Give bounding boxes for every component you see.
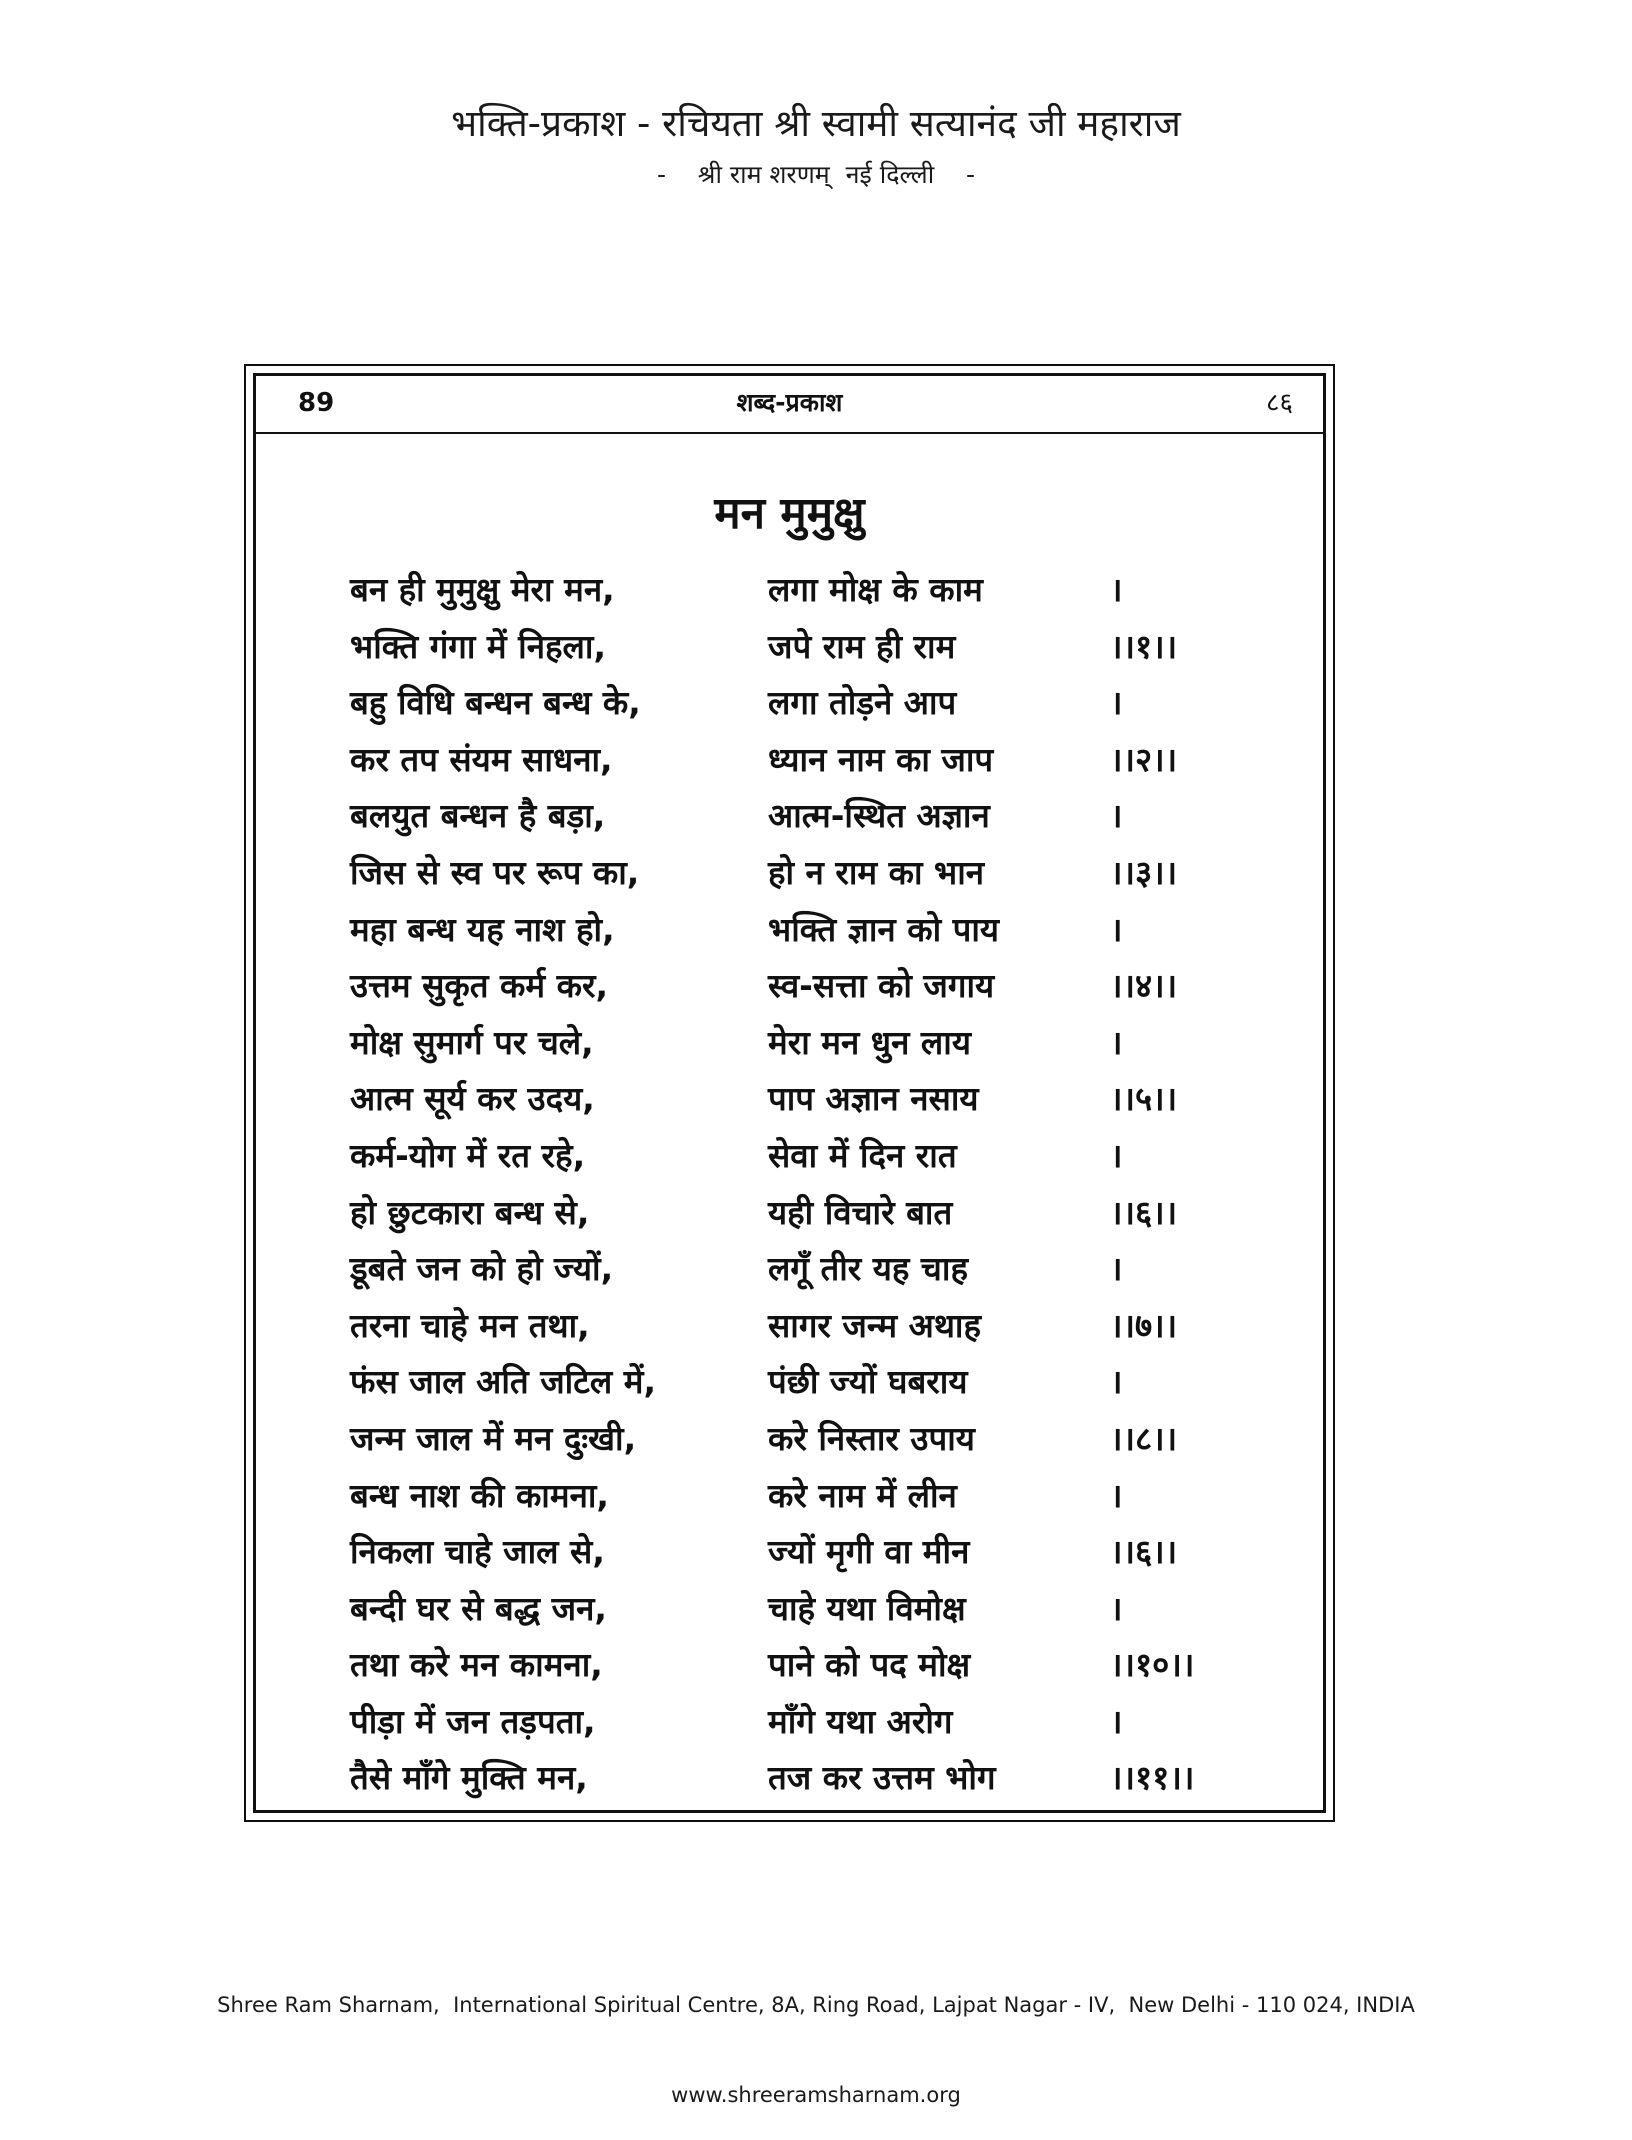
verse-first-half: बन ही मुमुक्षु मेरा मन, bbox=[350, 570, 615, 609]
verse-line bbox=[350, 1411, 1250, 1468]
verse-first-half: बन्ध नाश की कामना, bbox=[350, 1475, 609, 1515]
verse-end-mark: ।।७।। bbox=[1110, 1305, 1178, 1345]
document-subtitle: - श्री राम शरणम् नई दिल्ली - bbox=[656, 160, 976, 189]
verse-second-half: सेवा में दिन रात bbox=[768, 1135, 957, 1175]
verse-second-half: तज कर उत्तम भोग bbox=[768, 1758, 996, 1798]
verse-end-mark: । bbox=[1110, 1249, 1123, 1289]
verse-line bbox=[350, 1750, 1250, 1807]
running-head bbox=[256, 376, 1323, 434]
verse-line bbox=[350, 1128, 1250, 1185]
verse-line bbox=[350, 1015, 1250, 1072]
verse-end-mark: । bbox=[1110, 1135, 1123, 1175]
book-page-frame bbox=[244, 364, 1335, 1822]
page-footer bbox=[0, 1930, 1632, 2140]
verse-line bbox=[350, 1581, 1250, 1638]
verse-second-half: पाप अज्ञान नसाय bbox=[768, 1079, 979, 1119]
verse-first-half: जिस से स्व पर रूप का, bbox=[350, 852, 640, 892]
verse-end-mark: । bbox=[1110, 909, 1123, 949]
verse-end-mark: । bbox=[1110, 1362, 1123, 1402]
verse-line bbox=[350, 675, 1250, 732]
verse-first-half: बहु विधि बन्धन बन्ध के, bbox=[350, 683, 641, 723]
page-number-right: ८६ bbox=[1265, 388, 1293, 418]
verse-second-half: आत्म-स्थित अज्ञान bbox=[768, 796, 990, 836]
verse-line bbox=[350, 1241, 1250, 1298]
verse-line bbox=[350, 1694, 1250, 1751]
verse-end-mark: । bbox=[1110, 1475, 1123, 1515]
verse-end-mark: । bbox=[1110, 796, 1123, 836]
verse-end-mark: ।।६।। bbox=[1110, 1532, 1178, 1572]
verse-first-half: भक्ति गंगा में निहला, bbox=[350, 626, 606, 666]
verse-first-half: उत्तम सुकृत कर्म कर, bbox=[350, 966, 609, 1006]
verse-end-mark: ।।११।। bbox=[1110, 1758, 1195, 1798]
verse-second-half: लगा तोड़ने आप bbox=[768, 683, 957, 723]
verse-line bbox=[350, 1298, 1250, 1355]
verse-second-half: भक्ति ज्ञान को पाय bbox=[768, 909, 1000, 949]
verse-first-half: जन्म जाल में मन दुःखी, bbox=[350, 1418, 637, 1458]
document-header bbox=[0, 100, 1632, 192]
verse-line bbox=[350, 1185, 1250, 1242]
verse-second-half: जपे राम ही राम bbox=[768, 626, 956, 666]
verse-end-mark: ।।५।। bbox=[1110, 1079, 1178, 1119]
verse-first-half: तथा करे मन कामना, bbox=[350, 1645, 603, 1685]
poem-title: मन मुमुक्षु bbox=[714, 488, 865, 539]
verse-line bbox=[350, 732, 1250, 789]
document-title: भक्ति-प्रकाश - रचियता श्री स्वामी सत्यानंद जी महाराज bbox=[451, 102, 1181, 145]
verse-first-half: मोक्ष सुमार्ग पर चले, bbox=[350, 1022, 594, 1062]
verse-second-half: सागर जन्म अथाह bbox=[768, 1305, 981, 1345]
verse-line bbox=[350, 562, 1250, 619]
verse-second-half: हो न राम का भान bbox=[768, 852, 985, 892]
verse-first-half: निकला चाहे जाल से, bbox=[350, 1532, 605, 1572]
verse-line bbox=[350, 902, 1250, 959]
verse-end-mark: । bbox=[1110, 683, 1123, 723]
verse-first-half: आत्म सूर्य कर उदय, bbox=[350, 1079, 595, 1119]
verse-end-mark: ।।१०।। bbox=[1110, 1645, 1195, 1685]
verse-second-half: ध्यान नाम का जाप bbox=[768, 739, 994, 779]
verse-second-half: चाहे यथा विमोक्ष bbox=[768, 1588, 966, 1628]
footer-address: Shree Ram Sharnam, International Spiritual Centre, 8A, Ring Road, Lajpat Nagar - IV, New Delhi - 110 024, INDIA bbox=[217, 1993, 1415, 2017]
verse-end-mark: । bbox=[1110, 1701, 1123, 1741]
verse-first-half: कर तप संयम साधना, bbox=[350, 739, 613, 779]
verse-second-half: करे नाम में लीन bbox=[768, 1475, 957, 1515]
verse-end-mark: । bbox=[1110, 1022, 1123, 1062]
verse-first-half: हो छुटकारा बन्ध से, bbox=[350, 1192, 590, 1232]
verse-second-half: पाने को पद मोक्ष bbox=[768, 1645, 971, 1685]
verse-line bbox=[350, 1071, 1250, 1128]
verse-line bbox=[350, 788, 1250, 845]
verse-end-mark: । bbox=[1110, 570, 1123, 609]
verse-line bbox=[350, 1637, 1250, 1694]
verse-second-half: यही विचारे बात bbox=[768, 1192, 953, 1232]
verse-line bbox=[350, 1354, 1250, 1411]
verse-line bbox=[350, 1524, 1250, 1581]
verse-line bbox=[350, 1468, 1250, 1525]
verse-first-half: कर्म-योग में रत रहे, bbox=[350, 1135, 586, 1175]
verse-first-half: तरना चाहे मन तथा, bbox=[350, 1305, 590, 1345]
verse-end-mark: ।।६।। bbox=[1110, 1192, 1178, 1232]
verse-second-half: स्व-सत्ता को जगाय bbox=[768, 966, 995, 1006]
verse-first-half: फंस जाल अति जटिल में, bbox=[350, 1362, 656, 1402]
footer-website: www.shreeramsharnam.org bbox=[671, 2083, 961, 2107]
verse-first-half: बन्दी घर से बद्ध जन, bbox=[350, 1588, 607, 1628]
verse-second-half: करे निस्तार उपाय bbox=[768, 1418, 975, 1458]
verse-list bbox=[350, 562, 1250, 1807]
verse-line bbox=[350, 845, 1250, 902]
verse-end-mark: ।।१।। bbox=[1110, 626, 1178, 666]
verse-end-mark: ।।४।। bbox=[1110, 966, 1178, 1006]
verse-first-half: पीड़ा में जन तड़पता, bbox=[350, 1701, 596, 1741]
verse-first-half: डूबते जन को हो ज्यों, bbox=[350, 1249, 614, 1289]
verse-first-half: बलयुत बन्धन है बड़ा, bbox=[350, 796, 606, 836]
verse-line bbox=[350, 619, 1250, 676]
book-page-inner-frame bbox=[253, 373, 1326, 1813]
verse-end-mark: । bbox=[1110, 1588, 1123, 1628]
verse-end-mark: ।।३।। bbox=[1110, 852, 1178, 892]
verse-second-half: माँगे यथा अरोग bbox=[768, 1701, 953, 1741]
section-title: शब्द-प्रकाश bbox=[736, 388, 843, 417]
verse-end-mark: ।।८।। bbox=[1110, 1418, 1178, 1458]
verse-second-half: पंछी ज्यों घबराय bbox=[768, 1362, 968, 1402]
verse-end-mark: ।।२।। bbox=[1110, 739, 1178, 779]
verse-second-half: मेरा मन धुन लाय bbox=[768, 1022, 971, 1062]
page-number-left: 89 bbox=[298, 388, 335, 418]
verse-first-half: तैसे माँगे मुक्ति मन, bbox=[350, 1758, 588, 1798]
verse-second-half: लगा मोक्ष के काम bbox=[768, 570, 983, 609]
verse-line bbox=[350, 958, 1250, 1015]
verse-second-half: लगूँ तीर यह चाह bbox=[768, 1249, 968, 1289]
verse-first-half: महा बन्ध यह नाश हो, bbox=[350, 909, 615, 949]
verse-second-half: ज्यों मृगी वा मीन bbox=[768, 1532, 970, 1572]
